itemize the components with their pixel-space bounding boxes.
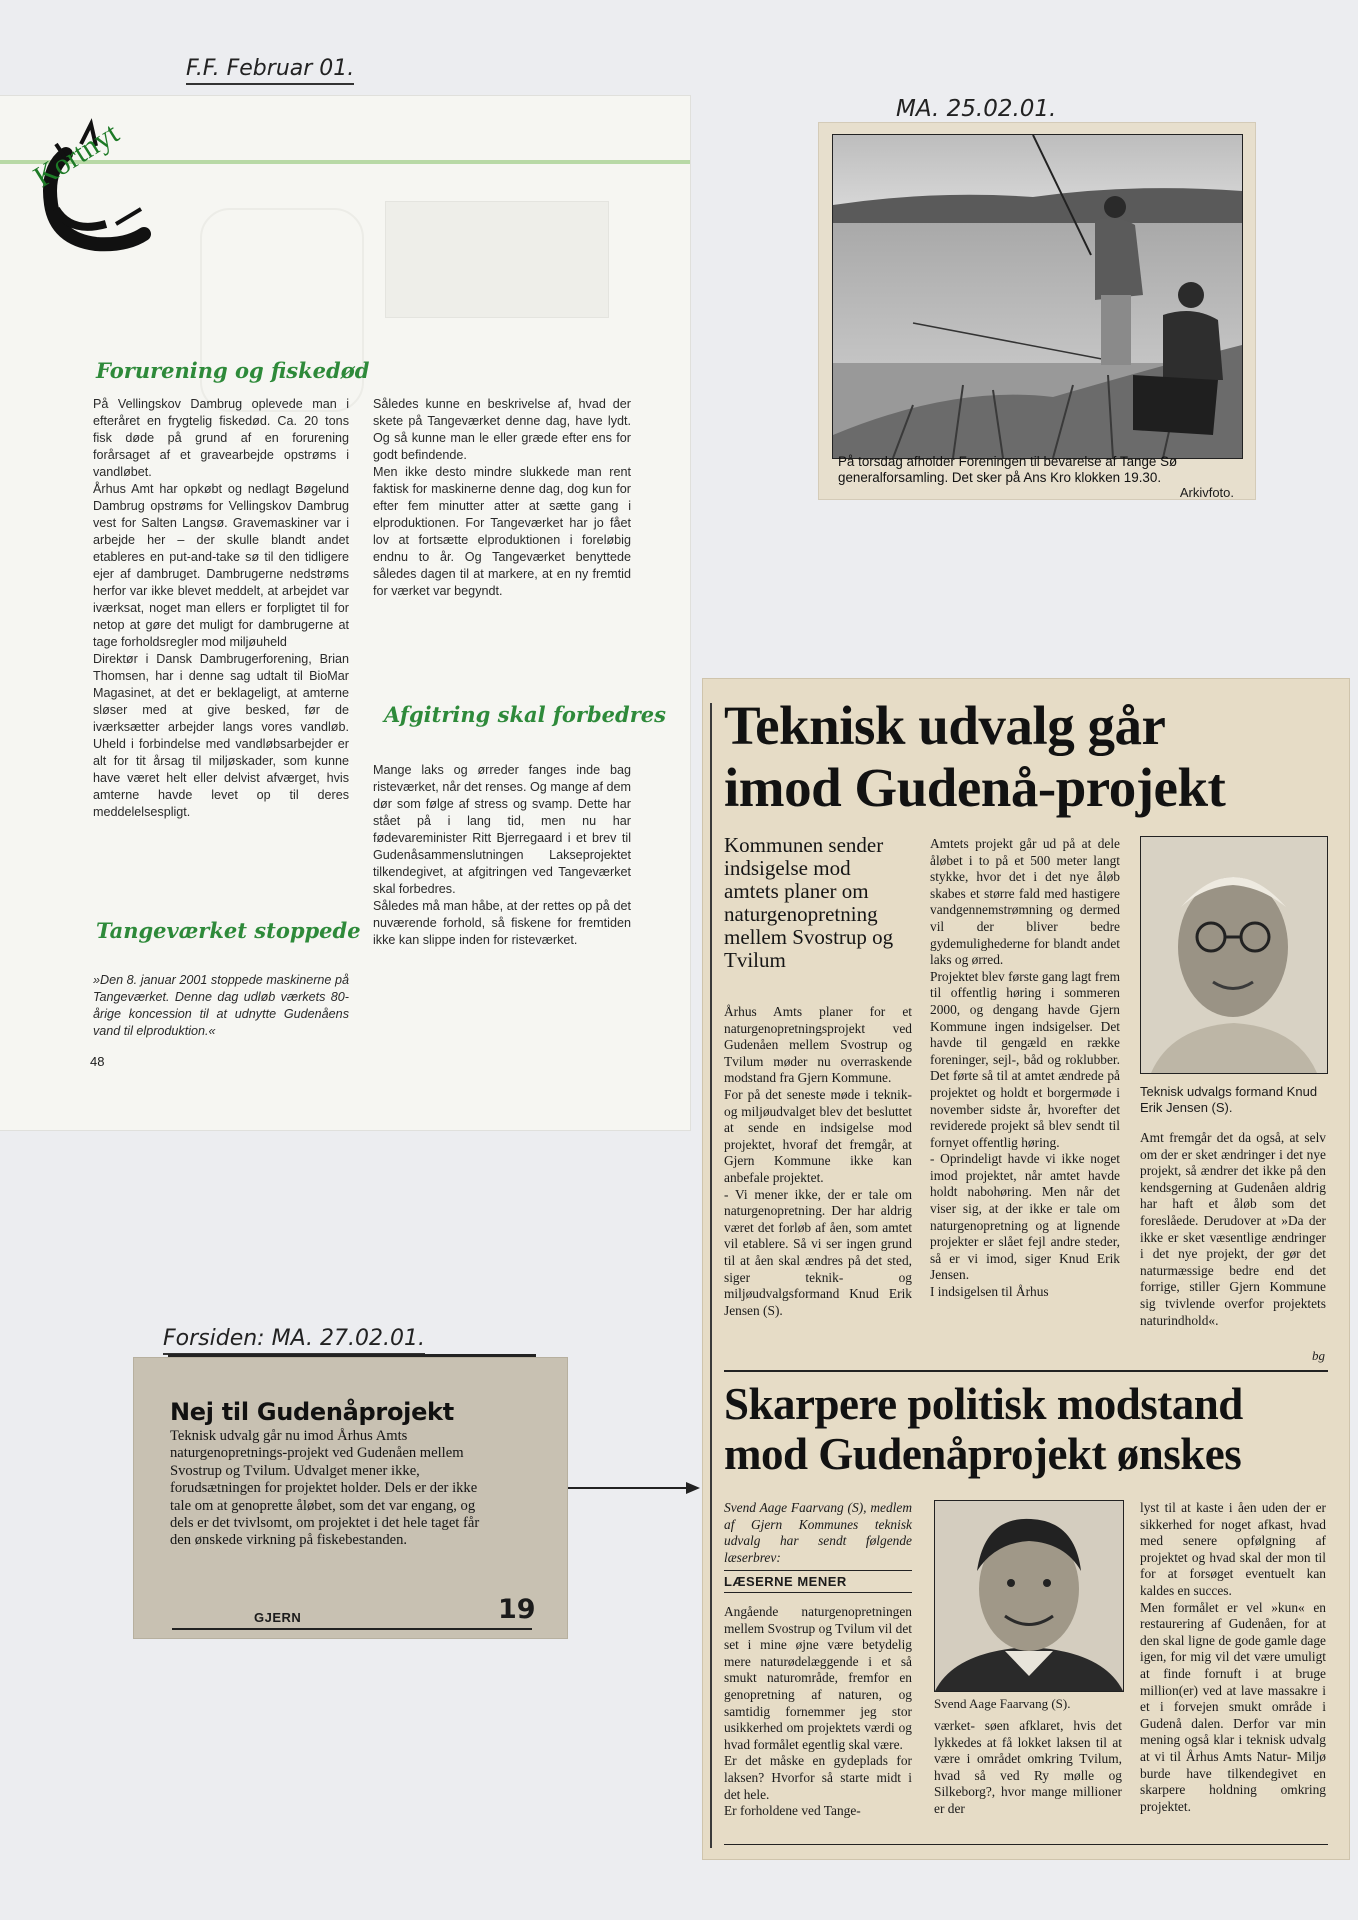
article2-col1: Angående naturgenopretningen mellem Svostrup og Tvilum vil det set i mine øjne være betydelig mere naturødelæggende i et så smukt naturområde, fremfor en genopretning af naturen, og samtidig fornemmer jeg stor usikkerhed om projektets værdi og hvad formålet egentlig skal være. Er det måske en gydeplads for laksen? Hvorfor så starte midt i det hele. Er forholdene ved Tange-	[724, 1604, 912, 1819]
teaser-source: GJERN	[254, 1610, 302, 1625]
readers-kicker: LÆSERNE MENER	[724, 1574, 847, 1589]
portrait-man-smiling	[935, 1501, 1123, 1691]
kicker-rule-bottom	[724, 1592, 912, 1593]
article2-portrait-caption: Svend Aage Faarvang (S).	[934, 1696, 1071, 1711]
frontpage-annotation: Forsiden: MA. 27.02.01.	[163, 1326, 425, 1355]
photo-clipping	[818, 122, 1256, 500]
article2-col3: lyst til at kaste i åen uden der er sikkerhed for noget afkast, hvad med senere opfølgning af projektet og hvad skal der mon til for at forsøget eventuelt kan kaldes en succes. Men formålet er vel »kun« en restaurering af Gudenåen, for at den skal ligne de gode gamle dage igen, for mig vil det være umuligt at finde fornuft i at bruge million(er) ved at lave massakre i et i forvejen smukt område i Gudenå dalen. Derfor var min mening også klar i teknisk udvalg at vi til Århus Amts Natur- Miljø burde have tilkendegivet en skarpere holdning omkring projektet.	[1140, 1500, 1326, 1814]
article1-portrait-caption: Teknisk udvalgs formand Knud Erik Jensen (S).	[1140, 1084, 1318, 1115]
kortnyt-logo-text: Kortnyt	[28, 116, 125, 194]
background-logo-faded	[385, 201, 609, 318]
article2-col2: værket- søen afklaret, hvis det lykkedes at få lokket laksen til at være i området omkring Tvilum, hvad så ved Ry mølle og Silkeborg?, hvor mange millioner er der	[934, 1718, 1122, 1816]
frontpage-teaser	[134, 1358, 567, 1638]
article1-col1: På Vellingskov Dambrug oplevede man i efteråret en frygtelig fiskedød. Ca. 20 tons fisk døde på grund af en forurening forårsaget af et gravearbejde opstrøms i vandløbet. Århus Amt har opkøbt og nedlagt Bøgelund Dambrug opstrøms for Vellingskov Dambrug vest for Salten Langsø. Gravemaskiner var i arbejde her – der skulle blandt andet etableres en put-and-take sø til den tidligere ejer af dambruget. Dambrugerne nedstrøms herfor var ikke blevet meddelt, at arbejdet var iværksat, noget man ellers er forpligtet til for netop at gøre det muligt for dambrugerne at tage forholdsregler mod miljøuheld Direktør i Dansk Dambrugerforening, Brian Thomsen, har i denne sag udtalt til BioMar Magasinet, at det er beklageligt, at amterne sløser med at give besked, før de iværksætter arbejder langs vores vandløb. Uheld i forbindelse med vandløbsarbejder er alt for tit årsag til miljøskader, som kunne have været helt eller delvist afværget, hvis amterne havde levet op til deres meddelelsespligt.	[93, 397, 349, 819]
newspaper-clipping	[702, 678, 1350, 1860]
article2-intro: Svend Aage Faarvang (S), medlem af Gjern Kommunes teknisk udvalg har sendt følgende læserbrev:	[724, 1500, 912, 1565]
teaser-bottom-rule	[172, 1628, 532, 1630]
magazine-annotation: F.F. Februar 01.	[186, 56, 354, 85]
article-divider	[724, 1370, 1328, 1372]
article1-col2: Således kunne en beskrivelse af, hvad der skete på Tangeværket denne dag, have lydt. Og så kunne man le eller græde efter ens for godt befindende. Men ikke desto mindre slukkede man rent faktisk for maskinerne denne dag, dog kun for efter fem minutter atter at sætte gang i elproduktionen. For Tangeværket har jo fået lov at fortsætte elproduktionen i foreløbig endnu to år. Og Tangeværket benyttede således dagen til at markere, at en ny fremtid for værket var begyndt.	[373, 397, 631, 598]
article2-body: Mange laks og ørreder fanges inde bag risteværket, når det renses. Og mange af dem dør som følge af stress og svamp. Dette har stået på i lang tid, men nu har fødevareminister Ritt Bjerregaard i et brev til Gudenåsammenslutningen Lakseprojektet tilkendegivet, at afgitringen ved Tangeværket skal forbedres. Således må man håbe, at der rettes op på det nuværende forhold, så fiskene for fremtiden ikke kan slippe inden for risteværket.	[373, 763, 631, 947]
portrait-man-glasses	[1141, 837, 1327, 1073]
article1-col2: Amtets projekt går ud på at dele åløbet i to på et 500 meter langt stykke, hvor det i det nye åløb skabes et større fald med hastigere vandgennemstrømning og dermed vil der bliver bedre gydemulighederne for blandt andet laks og ørred. Projektet blev første gang lagt frem til offentlig høring i sommeren 2000, og dengang havde Gjern Kommune ingen indsigelser. Det havde til gengæld en række foreninger, sejl-, båd og roklubber. Det førte så til at amtet ændrede på projektet og holdt et borgermøde i november sidste år, hvorefter det reviderede projekt så blev sendt til fornyet offentlig høring. - Oprindeligt havde vi ikke noget imod projektet, når amtet havde holdt nabohøring. Men når det viser sig, at der ikke er tale om naturgenopretning og at lignende projekter er slået fejl andre steder, så er vi imod, siger Knud Erik Jensen. I indsigelsen til Århus	[930, 836, 1121, 1300]
article2-title: Afgitring skal forbedres	[384, 702, 666, 727]
photo-credit: Arkivfoto.	[1179, 485, 1234, 500]
photo-annotation: MA. 25.02.01.	[896, 96, 1057, 122]
teaser-title: Nej til Gudenåprojekt	[170, 1398, 454, 1426]
magazine-clipping	[0, 96, 690, 1130]
article1-headline-line1: Teknisk udvalg går	[724, 695, 1166, 756]
article2-headline-line1: Skarpere politisk modstand	[724, 1379, 1243, 1429]
article2-headline-line2: mod Gudenåprojekt ønskes	[724, 1429, 1242, 1479]
article1-headline-line2: imod Gudenå-projekt	[724, 757, 1226, 818]
fishing-photo	[832, 134, 1243, 459]
article1-signature: bg	[1312, 1348, 1325, 1363]
teaser-body: Teknisk udvalg går nu imod Århus Amts naturgenopretnings-projekt ved Gudenåen mellem Svostrup og Tvilum. Udvalget mener ikke, forudsætningen for projektet holder. Dels er der ikke tale om at genoprette åløbet, som det var engang, og dels er det tvivlsomt, om projektet i det hele taget får den ønskede virkning på fiskebestanden.	[170, 1428, 480, 1549]
bottom-rule	[724, 1844, 1328, 1845]
article1-portrait	[1140, 836, 1328, 1074]
page-number: 48	[90, 1054, 105, 1069]
article3-title: Tangeværket stoppede	[96, 918, 361, 943]
photo-caption: På torsdag afholder Foreningen til bevarelse af Tange Sø generalforsamling. Det sker på Ans Kro klokken 19.30.	[838, 454, 1178, 485]
column-rule	[710, 703, 712, 1848]
article1-title: Forurening og fiskedød	[96, 358, 370, 383]
kicker-rule-top	[724, 1570, 912, 1571]
fishing-photo-image	[833, 135, 1242, 458]
article2-portrait	[934, 1500, 1124, 1692]
article1-col1: Århus Amts planer for et naturgenopretningsprojekt ved Gudenåen mellem Svostrup og Tvilum møder nu overraskende modstand fra Gjern Kommune. For på det seneste møde i teknik- og miljøudvalget blev det besluttet at sende en indsigelse mod projektet, hvoraf det fremgår, at Gjern Kommune ikke kan anbefale projektet. - Vi mener ikke, der er tale om naturgenopretning. Der har aldrig været det forløb af åen, som amtet vil etablere. Så vi ser ingen grund til at åen skal ændres på det sted, siger teknik- og miljøudvalgsformand Knud Erik Jensen (S).	[724, 1004, 912, 1318]
arrow-right-icon	[566, 1478, 702, 1498]
article1-deck: Kommunen sender indsigelse mod amtets planer om naturgenopretning mellem Svostrup og Tvilum	[724, 833, 894, 972]
article3-body: »Den 8. januar 2001 stoppede maskinerne på Tangeværket. Denne dag udløb værkets 80-årige koncession til at udnytte Gudenåens vand til elproduktion.«	[93, 973, 349, 1038]
article1-col3: Amt fremgår det da også, at selv om der er sket ændringer i det nye projekt, så ændrer det ikke på den kendsgerning at Gudenåen aldrig har haft et åløb som det foreslåede. Derudover at »Da der ikke er sket væsentlige ændringer i det nye projekt, der gør det naturmæssige bedre end det forrige, stiller Gjern Kommune sig tvivlende overfor projektets naturindhold«.	[1140, 1130, 1326, 1328]
teaser-top-rule	[168, 1354, 536, 1357]
teaser-page-number: 19	[498, 1594, 536, 1625]
